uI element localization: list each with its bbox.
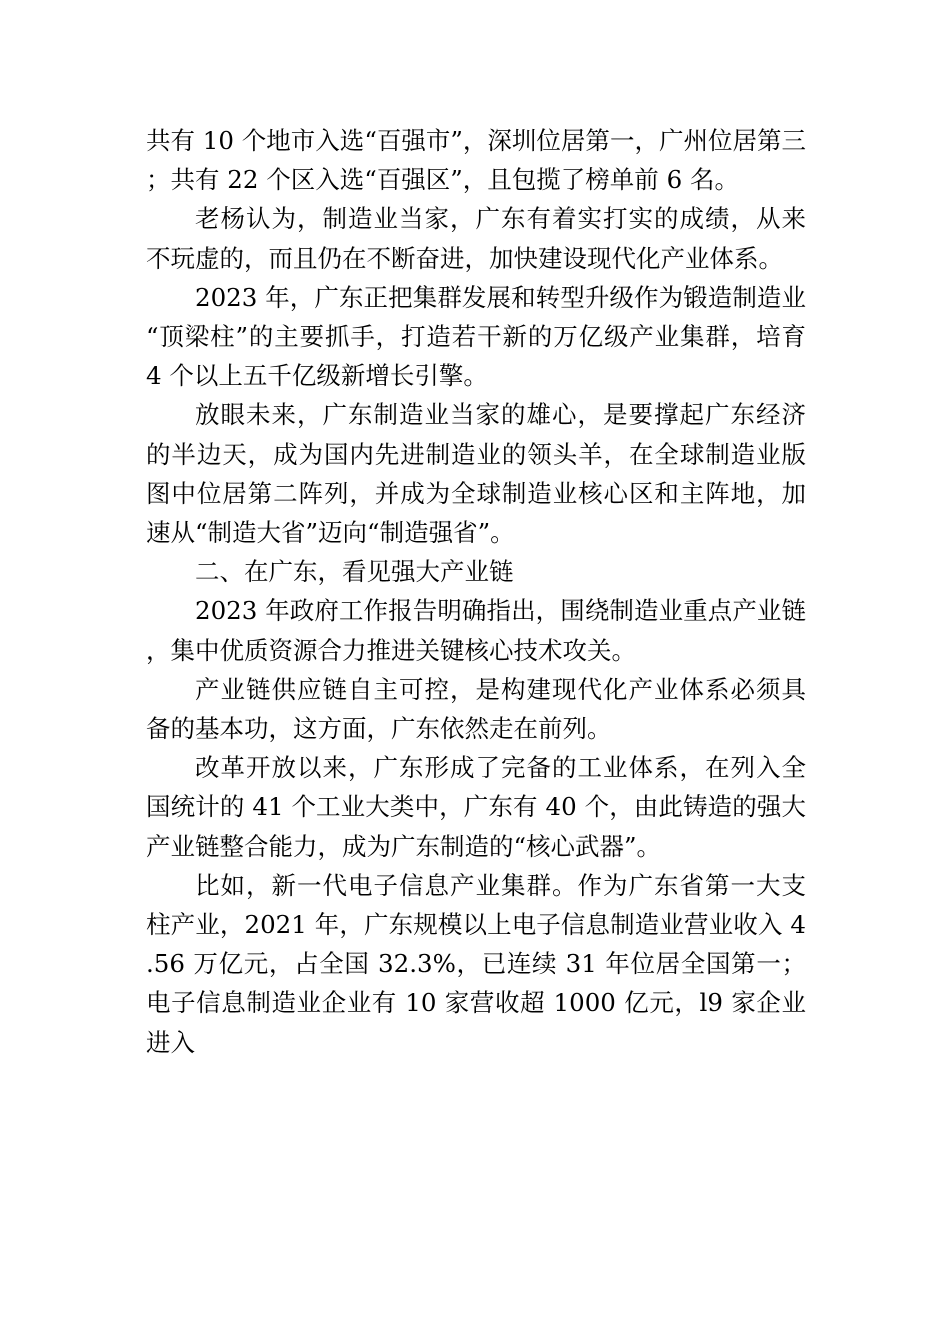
paragraph-8: 比如，新一代电子信息产业集群。作为广东省第一大支柱产业，2021 年，广东规模以上电子信息制造业营业收入 4.56 万亿元，占全国 32.3%，已连续 31 年位居全国第一；电子信息制造业企业有 10 家营收超 1000 亿元，l9 家企业进入: [146, 870, 806, 1057]
paragraph-5: 2023 年政府工作报告明确指出，围绕制造业重点产业链，集中优质资源合力推进关键核心技术攻关。: [146, 596, 806, 665]
paragraph-3: 2023 年，广东正把集群发展和转型升级作为锻造制造业“顶梁柱”的主要抓手，打造若干新的万亿级产业集群，培育 4 个以上五千亿级新增长引擎。: [146, 282, 806, 391]
section-heading: 二、在广东，看见强大产业链: [195, 557, 514, 587]
document-body: [146, 121, 806, 1062]
paragraph-1: 共有 10 个地市入选“百强市”，深圳位居第一，广州位居第三；共有 22 个区入选“百强区”，且包揽了榜单前 6 名。: [146, 126, 806, 195]
paragraph-6: 产业链供应链自主可控，是构建现代化产业体系必须具备的基本功，这方面，广东依然走在前列。: [146, 674, 806, 744]
paragraph-2: 老杨认为，制造业当家，广东有着实打实的成绩，从来不玩虚的，而且仍在不断奋进，加快建设现代化产业体系。: [146, 204, 806, 273]
paragraph-7: 改革开放以来，广东形成了完备的工业体系，在列入全国统计的 41 个工业大类中，广东有 40 个，由此铸造的强大产业链整合能力，成为广东制造的“核心武器”。: [146, 753, 806, 861]
paragraph-4: 放眼未来，广东制造业当家的雄心，是要撑起广东经济的半边天，成为国内先进制造业的领头羊，在全球制造业版图中位居第二阵列，并成为全球制造业核心区和主阵地，加速从“制造大省”迈向“制造强省”。: [146, 400, 806, 548]
